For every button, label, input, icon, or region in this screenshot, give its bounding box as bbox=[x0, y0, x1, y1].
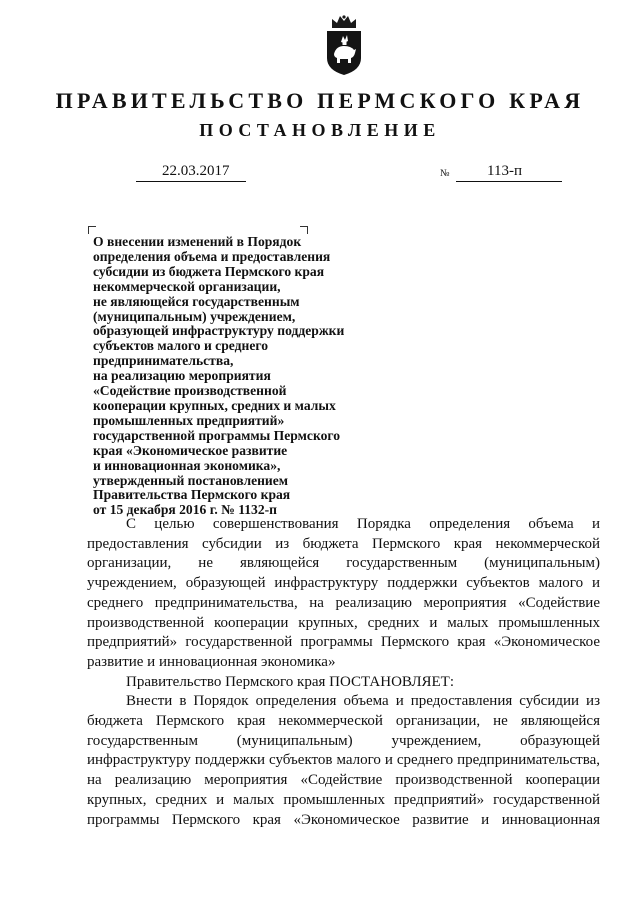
date-field bbox=[136, 161, 246, 182]
subject-line: «Содействие производственной bbox=[93, 383, 287, 399]
subject-line: некоммерческой организации, bbox=[93, 278, 281, 294]
crown-icon bbox=[332, 15, 356, 28]
subject-line: промышленных предприятий» bbox=[93, 412, 285, 428]
subject-line: (муниципальным) учреждением, bbox=[93, 308, 296, 324]
number-sign: № bbox=[440, 168, 450, 179]
document-date: 22.03.2017 bbox=[162, 163, 230, 179]
subject-line: образующей инфраструктуру поддержки bbox=[93, 323, 345, 339]
subject-line: утвержденный постановлением bbox=[93, 472, 289, 488]
subject-line: не являющейся государственным bbox=[93, 293, 300, 309]
subject-line: О внесении изменений в Порядок bbox=[93, 234, 302, 249]
subject-line: государственной программы Пермского bbox=[93, 427, 341, 443]
subject-line: предпринимательства, bbox=[93, 353, 234, 369]
subject-line: субъектов малого и среднего bbox=[93, 338, 269, 354]
resolution-paragraph: Правительство Пермского края ПОСТАНОВЛЯЕТ: bbox=[126, 673, 455, 690]
subject-line: на реализацию мероприятия bbox=[93, 368, 271, 384]
document-body bbox=[87, 515, 600, 830]
subject-bracket-right bbox=[300, 226, 308, 234]
subject-line: субсидии из бюджета Пермского края bbox=[93, 263, 325, 279]
document-number: 113-п bbox=[487, 163, 522, 179]
subject-line: кооперации крупных, средних и малых bbox=[93, 397, 336, 413]
document-type: ПОСТАНОВЛЕНИЕ bbox=[199, 120, 441, 140]
subject-line: определения объема и предоставления bbox=[93, 248, 331, 264]
subject-line: Правительства Пермского края bbox=[93, 487, 291, 503]
subject-bracket-left bbox=[88, 226, 96, 234]
subject-line: от 15 декабря 2016 г. № 1132-п bbox=[93, 502, 278, 518]
number-field bbox=[456, 161, 562, 182]
subject-line: и инновационная экономика», bbox=[93, 457, 281, 473]
coat-of-arms-emblem bbox=[324, 14, 364, 76]
decision-paragraph: Внести в Порядок определения объема и предоставления субсидии из бюджета Пермского края некоммерческой организации, не являющейся государственным (муниципальным) учреждением, образующей инфраструктуру поддержки субъектов малого и среднего предпринимательства, на реализацию мероприятия «Содействие производственной кооперации крупных, средних и малых промышленных предприятий» государственной программы Пермского края «Экономическое развитие и инновационная bbox=[87, 693, 600, 828]
document-subject bbox=[93, 235, 393, 518]
government-name: ПРАВИТЕЛЬСТВО ПЕРМСКОГО КРАЯ bbox=[55, 88, 585, 113]
subject-line: края «Экономическое развитие bbox=[93, 442, 288, 458]
preamble-paragraph: С целью совершенствования Порядка определения объема и предоставления субсидии из бюджета Пермского края некоммерческой организации, не являющейся государственным (муниципальным) учреждением, образующей инфраструктуру поддержки субъектов малого и среднего предпринимательства, на реализацию мероприятия «Содействие производственной кооперации крупных, средних и малых промышленных предприятий» государственной программы Пермского края «Экономическое развитие и инновационная экономика» bbox=[87, 516, 600, 670]
